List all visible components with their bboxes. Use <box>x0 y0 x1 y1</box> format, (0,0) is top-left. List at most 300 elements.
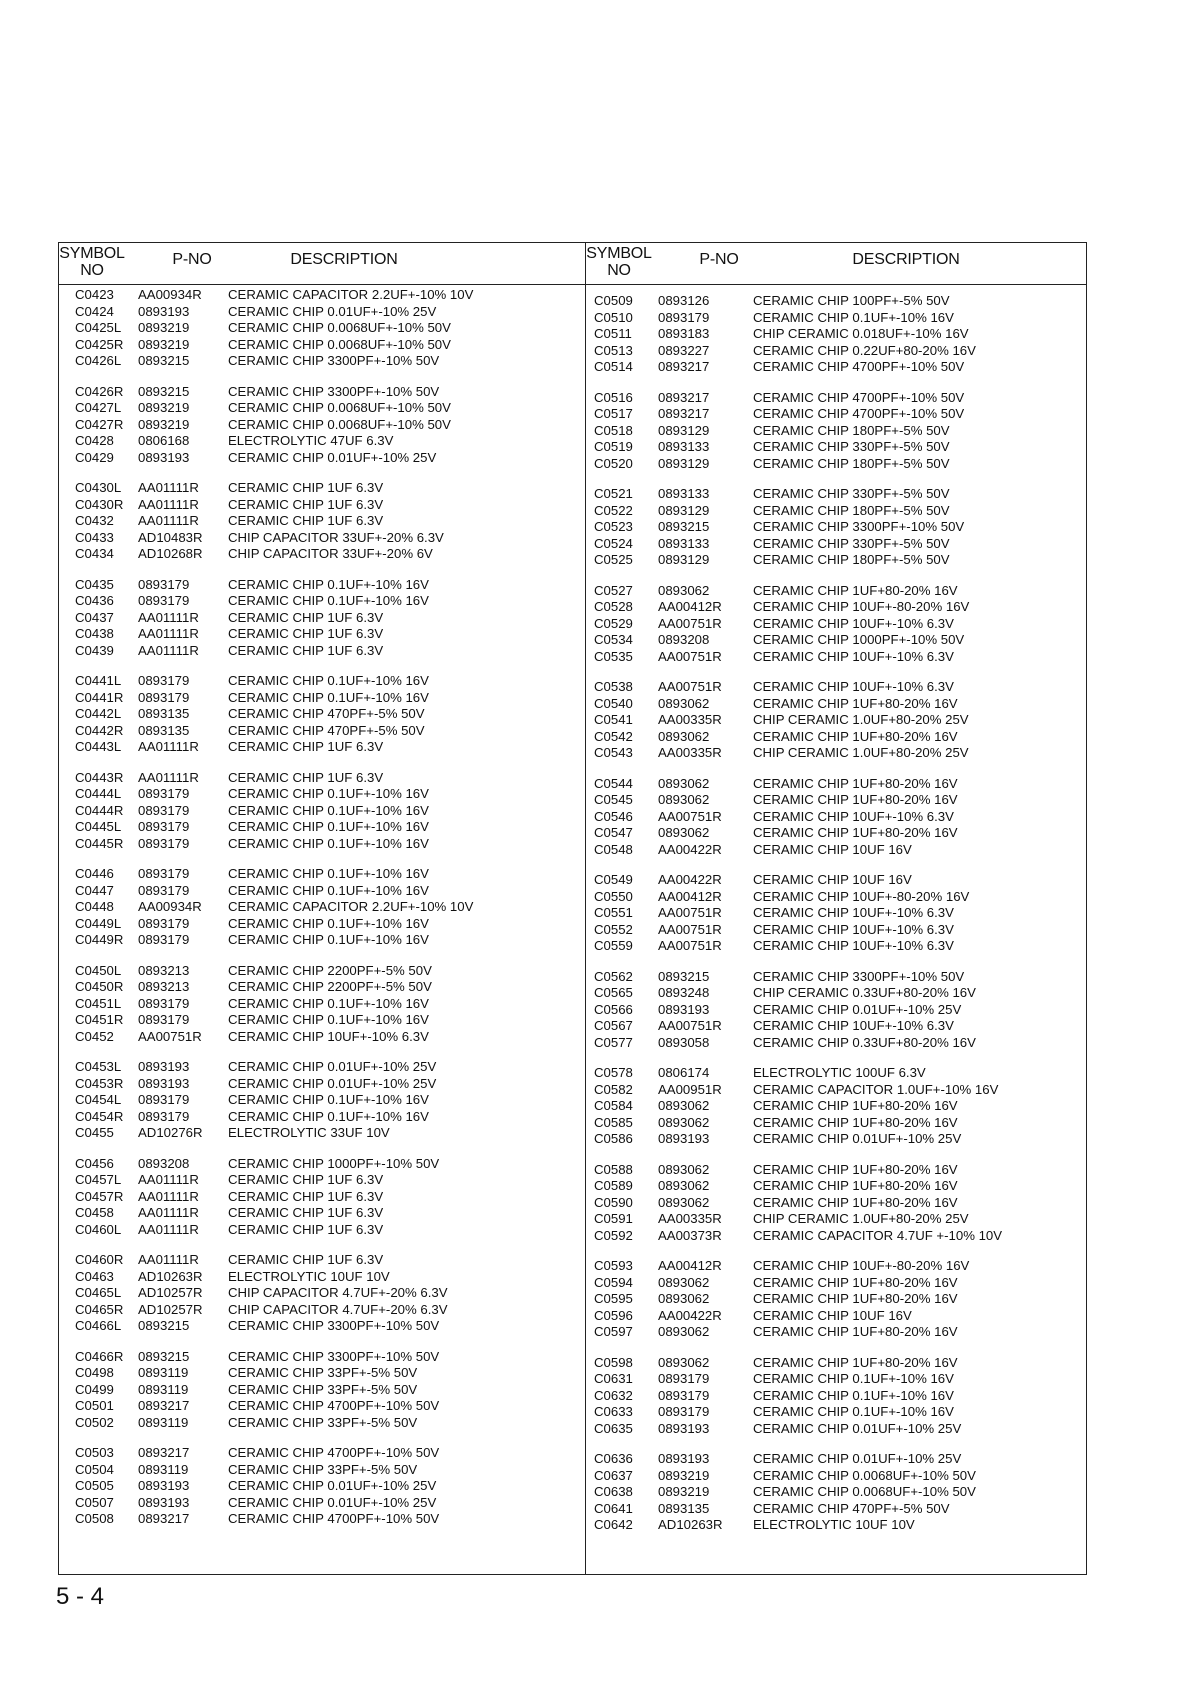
pno-cell: AA00412R <box>658 1258 722 1273</box>
table-row <box>59 497 585 514</box>
description-cell: CERAMIC CHIP 10UF+-10% 6.3V <box>228 1028 429 1044</box>
row-group <box>586 776 1086 859</box>
page-number: 5 - 4 <box>56 1583 105 1610</box>
description-cell: CERAMIC CHIP 1000PF+-10% 50V <box>228 1155 440 1171</box>
table-row <box>586 1421 1086 1438</box>
description-cell: CERAMIC CHIP 1UF 6.3V <box>228 739 384 754</box>
table-row <box>59 723 585 740</box>
table-row <box>59 353 585 370</box>
symbol-cell: C0443L <box>75 739 122 754</box>
pno-cell: AD10257R <box>138 1285 203 1300</box>
symbol-cell: C0441R <box>75 689 124 705</box>
table-row <box>586 1002 1086 1019</box>
left-row-groups <box>59 285 585 1528</box>
description-cell: CERAMIC CHIP 1UF+80-20% 16V <box>753 1098 958 1113</box>
pno-cell: AA01111R <box>138 480 199 495</box>
table-row <box>586 679 1086 696</box>
table-row <box>59 304 585 321</box>
table-row <box>59 899 585 916</box>
symbol-cell: C0454R <box>75 1108 124 1124</box>
description-cell: CERAMIC CHIP 10UF+-10% 6.3V <box>753 1018 954 1033</box>
symbol-cell: C0507 <box>75 1494 114 1510</box>
pno-cell: AA01111R <box>138 1205 199 1220</box>
row-group <box>59 577 585 660</box>
table-row <box>586 439 1086 456</box>
table-row <box>59 1398 585 1415</box>
table-header-left <box>59 243 585 285</box>
table-row <box>59 1029 585 1046</box>
header-symbol-no <box>586 245 652 279</box>
description-cell: CERAMIC CHIP 2200PF+-5% 50V <box>228 979 432 994</box>
description-cell: CERAMIC CHIP 0.1UF+-10% 16V <box>228 673 429 688</box>
table-row <box>586 503 1086 520</box>
table-row <box>59 1059 585 1076</box>
symbol-cell: C0529 <box>594 615 633 631</box>
symbol-cell: C0631 <box>594 1371 633 1386</box>
table-row <box>586 616 1086 633</box>
pno-cell: 0893062 <box>658 1324 710 1339</box>
description-cell: CERAMIC CHIP 1UF+80-20% 16V <box>753 1114 958 1130</box>
pno-cell: AD10276R <box>138 1125 203 1140</box>
table-row <box>586 825 1086 842</box>
table-row <box>59 916 585 933</box>
table-row <box>586 649 1086 666</box>
row-group <box>59 673 585 756</box>
description-cell: CERAMIC CHIP 0.0068UF+-10% 50V <box>228 320 451 335</box>
pno-cell: 0893193 <box>658 1420 710 1436</box>
table-row <box>59 626 585 643</box>
description-cell: CERAMIC CHIP 3300PF+-10% 50V <box>753 968 965 984</box>
symbol-cell: C0642 <box>594 1517 633 1532</box>
pno-cell: 0893215 <box>138 1348 190 1364</box>
pno-cell: 0893217 <box>658 389 710 405</box>
pno-cell: 0893129 <box>658 455 710 471</box>
symbol-cell: C0586 <box>594 1131 633 1146</box>
symbol-cell: C0433 <box>75 529 114 545</box>
table-row <box>59 1269 585 1286</box>
pno-cell: 0893193 <box>138 1059 190 1074</box>
description-cell: CHIP CERAMIC 1.0UF+80-20% 25V <box>753 712 969 727</box>
pno-cell: 0893062 <box>658 1161 710 1177</box>
symbol-cell: C0584 <box>594 1098 633 1113</box>
description-cell: CERAMIC CHIP 0.1UF+-10% 16V <box>228 786 429 801</box>
symbol-cell: C0442R <box>75 722 124 738</box>
pno-cell: 0893219 <box>658 1467 710 1483</box>
pno-cell: AD10483R <box>138 529 203 545</box>
symbol-cell: C0457R <box>75 1188 124 1204</box>
description-cell: CERAMIC CHIP 0.01UF+-10% 25V <box>228 1478 437 1493</box>
description-cell: CERAMIC CHIP 0.1UF+-10% 16V <box>228 1092 429 1107</box>
symbol-cell: C0509 <box>594 293 633 308</box>
symbol-cell: C0582 <box>594 1081 633 1097</box>
description-cell: CERAMIC CHIP 33PF+-5% 50V <box>228 1461 418 1477</box>
symbol-cell: C0425L <box>75 320 122 335</box>
table-row <box>59 1495 585 1512</box>
pno-cell: 0893062 <box>658 1098 710 1113</box>
pno-cell: 0893193 <box>138 303 190 319</box>
table-row <box>586 1291 1086 1308</box>
pno-cell: AD10263R <box>138 1268 203 1284</box>
pno-cell: 0893215 <box>658 968 710 984</box>
table-row <box>59 287 585 304</box>
description-cell: CHIP CAPACITOR 4.7UF+-20% 6.3V <box>228 1285 448 1300</box>
pno-cell: 0806168 <box>138 433 190 448</box>
symbol-cell: C0447 <box>75 882 114 898</box>
row-group <box>586 583 1086 666</box>
description-cell: CERAMIC CHIP 470PF+-5% 50V <box>228 706 425 721</box>
table-row <box>59 996 585 1013</box>
description-cell: CERAMIC CHIP 1UF+80-20% 16V <box>753 1274 958 1290</box>
pno-cell: AA00373R <box>658 1227 722 1243</box>
table-row <box>59 1415 585 1432</box>
pno-cell: AA01111R <box>138 609 199 625</box>
description-cell: CHIP CERAMIC 1.0UF+80-20% 25V <box>753 745 969 760</box>
table-row <box>586 1035 1086 1052</box>
description-cell: CERAMIC CHIP 0.1UF+-10% 16V <box>753 309 954 325</box>
description-cell: CERAMIC CHIP 33PF+-5% 50V <box>228 1414 418 1430</box>
description-cell: CERAMIC CHIP 0.1UF+-10% 16V <box>228 1108 429 1124</box>
description-cell: CERAMIC CHIP 10UF+-10% 6.3V <box>753 808 954 824</box>
description-cell: CERAMIC CHIP 1UF+80-20% 16V <box>753 582 958 598</box>
table-row <box>586 536 1086 553</box>
symbol-cell: C0455 <box>75 1125 114 1140</box>
symbol-cell: C0521 <box>594 486 633 501</box>
description-cell: CERAMIC CHIP 0.1UF+-10% 16V <box>228 819 429 834</box>
row-group <box>59 866 585 949</box>
symbol-cell: C0451R <box>75 1012 124 1027</box>
description-cell: CERAMIC CHIP 1UF 6.3V <box>228 513 384 528</box>
description-cell: ELECTROLYTIC 10UF 10V <box>753 1517 915 1532</box>
row-group <box>59 770 585 853</box>
pno-cell: 0893219 <box>138 400 190 415</box>
pno-cell: AA00751R <box>658 921 722 937</box>
table-row <box>586 1018 1086 1035</box>
description-cell: CHIP CERAMIC 1.0UF+80-20% 25V <box>753 1211 969 1226</box>
symbol-cell: C0566 <box>594 1001 633 1017</box>
symbol-cell: C0451L <box>75 995 122 1011</box>
symbol-cell: C0551 <box>594 905 633 920</box>
pno-cell: AA00422R <box>658 841 722 857</box>
row-group <box>586 486 1086 569</box>
symbol-cell: C0518 <box>594 422 633 438</box>
header-symbol-no <box>59 245 125 279</box>
symbol-cell: C0589 <box>594 1178 633 1193</box>
description-cell: CERAMIC CHIP 180PF+-5% 50V <box>753 552 950 567</box>
symbol-cell: C0445L <box>75 819 122 834</box>
description-cell: CERAMIC CHIP 1UF+80-20% 16V <box>753 1324 958 1339</box>
symbol-cell: C0517 <box>594 406 633 421</box>
table-row <box>586 1178 1086 1195</box>
symbol-cell: C0453R <box>75 1075 124 1091</box>
table-row <box>586 1098 1086 1115</box>
pno-cell: 0893217 <box>138 1511 190 1526</box>
symbol-cell: C0426L <box>75 353 122 368</box>
description-cell: CERAMIC CHIP 4700PF+-10% 50V <box>228 1511 440 1526</box>
symbol-cell: C0592 <box>594 1227 633 1243</box>
description-cell: CERAMIC CHIP 33PF+-5% 50V <box>228 1381 418 1397</box>
pno-cell: AA01111R <box>138 513 199 528</box>
table-row <box>59 1349 585 1366</box>
symbol-cell: C0450L <box>75 962 122 978</box>
symbol-cell: C0520 <box>594 455 633 471</box>
description-cell: CERAMIC CHIP 3300PF+-10% 50V <box>228 353 440 368</box>
symbol-cell: C0594 <box>594 1274 633 1290</box>
description-cell: CERAMIC CHIP 4700PF+-10% 50V <box>228 1445 440 1460</box>
pno-cell: 0893179 <box>138 835 190 851</box>
symbol-cell: C0542 <box>594 728 633 744</box>
description-cell: CERAMIC CHIP 1UF 6.3V <box>228 1188 384 1204</box>
table-row <box>59 1076 585 1093</box>
symbol-cell: C0519 <box>594 439 633 454</box>
description-cell: CERAMIC CHIP 10UF+-80-20% 16V <box>753 599 970 614</box>
symbol-cell: C0434 <box>75 546 114 561</box>
symbol-cell: C0559 <box>594 938 633 953</box>
table-row <box>59 1172 585 1189</box>
pno-cell: 0893179 <box>138 995 190 1011</box>
description-cell: CERAMIC CHIP 0.0068UF+-10% 50V <box>228 416 451 432</box>
pno-cell: 0893062 <box>658 1274 710 1290</box>
symbol-cell: C0578 <box>594 1065 633 1080</box>
pno-cell: AA00412R <box>658 599 722 614</box>
symbol-cell: C0549 <box>594 872 633 887</box>
table-row <box>586 809 1086 826</box>
symbol-cell: C0427L <box>75 400 122 415</box>
description-cell: CERAMIC CHIP 0.1UF+-10% 16V <box>228 995 429 1011</box>
pno-cell: 0893062 <box>658 1194 710 1210</box>
table-row <box>59 739 585 756</box>
pno-cell: 0893179 <box>138 932 190 947</box>
pno-cell: 0893217 <box>138 1445 190 1460</box>
symbol-cell: C0436 <box>75 593 114 608</box>
table-row <box>586 1388 1086 1405</box>
description-cell: CERAMIC CHIP 3300PF+-10% 50V <box>228 1318 440 1333</box>
table-row <box>59 577 585 594</box>
pno-cell: 0893135 <box>138 722 190 738</box>
symbol-cell: C0445R <box>75 835 124 851</box>
table-row <box>586 1451 1086 1468</box>
pno-cell: 0893193 <box>138 1478 190 1493</box>
symbol-cell: C0547 <box>594 825 633 840</box>
description-cell: CERAMIC CHIP 10UF+-10% 6.3V <box>753 615 954 631</box>
table-row <box>59 1302 585 1319</box>
description-cell: CERAMIC CHIP 0.1UF+-10% 16V <box>228 689 429 705</box>
description-cell: CERAMIC CHIP 0.1UF+-10% 16V <box>228 576 429 592</box>
symbol-cell: C0460L <box>75 1221 122 1237</box>
table-row <box>59 1382 585 1399</box>
description-cell: CERAMIC CHIP 0.01UF+-10% 25V <box>228 449 437 465</box>
symbol-cell: C0439 <box>75 642 114 658</box>
pno-cell: AA00335R <box>658 712 722 727</box>
pno-cell: AA01111R <box>138 1221 199 1237</box>
pno-cell: 0893215 <box>138 383 190 399</box>
pno-cell: AA00335R <box>658 1211 722 1226</box>
table-row <box>59 1478 585 1495</box>
header-symbol-line2: NO <box>607 262 631 279</box>
pno-cell: 0893133 <box>658 535 710 551</box>
description-cell: CERAMIC CHIP 0.1UF+-10% 16V <box>228 1012 429 1027</box>
header-description: DESCRIPTION <box>852 251 960 268</box>
symbol-cell: C0438 <box>75 626 114 641</box>
symbol-cell: C0528 <box>594 599 633 614</box>
symbol-cell: C0449L <box>75 915 122 931</box>
symbol-cell: C0430L <box>75 480 122 495</box>
description-cell: CERAMIC CHIP 0.01UF+-10% 25V <box>228 1059 437 1074</box>
description-cell: CERAMIC CAPACITOR 1.0UF+-10% 16V <box>753 1081 999 1097</box>
table-row <box>586 406 1086 423</box>
table-row <box>586 599 1086 616</box>
symbol-cell: C0432 <box>75 513 114 528</box>
table-row <box>586 1468 1086 1485</box>
row-group <box>59 287 585 370</box>
table-row <box>59 384 585 401</box>
pno-cell: AA00751R <box>658 905 722 920</box>
pno-cell: 0893133 <box>658 486 710 501</box>
description-cell: CERAMIC CHIP 4700PF+-10% 50V <box>753 406 965 421</box>
table-row <box>586 1258 1086 1275</box>
pno-cell: 0893179 <box>138 1012 190 1027</box>
symbol-cell: C0567 <box>594 1018 633 1033</box>
description-cell: CERAMIC CHIP 4700PF+-10% 50V <box>228 1398 440 1413</box>
pno-cell: AA00951R <box>658 1081 722 1097</box>
table-row <box>59 433 585 450</box>
pno-cell: 0893208 <box>658 632 710 647</box>
table-row <box>586 1324 1086 1341</box>
pno-cell: AA01111R <box>138 642 199 658</box>
table-row <box>586 1115 1086 1132</box>
symbol-cell: C0540 <box>594 695 633 711</box>
symbol-cell: C0593 <box>594 1258 633 1273</box>
symbol-cell: C0585 <box>594 1114 633 1130</box>
pno-cell: 0893193 <box>658 1131 710 1146</box>
pno-cell: 0893217 <box>138 1398 190 1413</box>
description-cell: CERAMIC CHIP 3300PF+-10% 50V <box>228 383 440 399</box>
row-group <box>59 1252 585 1335</box>
symbol-cell: C0510 <box>594 309 633 325</box>
pno-cell: 0893227 <box>658 342 710 358</box>
symbol-cell: C0636 <box>594 1451 633 1466</box>
table-row <box>59 836 585 853</box>
table-row <box>59 866 585 883</box>
symbol-cell: C0596 <box>594 1307 633 1323</box>
table-row <box>59 786 585 803</box>
symbol-cell: C0441L <box>75 673 122 688</box>
table-row <box>59 450 585 467</box>
symbol-cell: C0513 <box>594 342 633 358</box>
pno-cell: 0893208 <box>138 1155 190 1171</box>
table-row <box>586 456 1086 473</box>
table-row <box>59 1285 585 1302</box>
pno-cell: 0893133 <box>658 439 710 454</box>
description-cell: CERAMIC CHIP 0.01UF+-10% 25V <box>228 303 437 319</box>
pno-cell: AA00934R <box>138 899 202 914</box>
symbol-cell: C0425R <box>75 336 124 352</box>
table-row <box>586 842 1086 859</box>
pno-cell: 0893193 <box>138 449 190 465</box>
table-row <box>586 1228 1086 1245</box>
right-row-groups <box>586 285 1086 1534</box>
table-row <box>59 1462 585 1479</box>
row-group <box>59 1059 585 1142</box>
description-cell: CERAMIC CHIP 3300PF+-10% 50V <box>228 1348 440 1364</box>
table-row <box>586 1404 1086 1421</box>
pno-cell: AA00934R <box>138 287 202 302</box>
symbol-cell: C0444R <box>75 802 124 818</box>
pno-cell: 0893219 <box>138 336 190 352</box>
description-cell: CERAMIC CAPACITOR 2.2UF+-10% 10V <box>228 899 474 914</box>
table-row <box>586 889 1086 906</box>
table-row <box>586 1501 1086 1518</box>
symbol-cell: C0562 <box>594 968 633 984</box>
symbol-cell: C0598 <box>594 1354 633 1370</box>
symbol-cell: C0591 <box>594 1211 633 1226</box>
description-cell: CERAMIC CHIP 10UF+-10% 6.3V <box>753 921 954 937</box>
description-cell: CERAMIC CHIP 10UF+-80-20% 16V <box>753 1258 970 1273</box>
pno-cell: AA01111R <box>138 769 199 785</box>
table-row <box>59 819 585 836</box>
symbol-cell: C0522 <box>594 502 633 518</box>
pno-cell: AA01111R <box>138 1188 199 1204</box>
table-row <box>59 610 585 627</box>
pno-cell: 0893179 <box>138 786 190 801</box>
description-cell: CERAMIC CHIP 0.01UF+-10% 25V <box>753 1001 962 1017</box>
pno-cell: 0893179 <box>138 1108 190 1124</box>
description-cell: CERAMIC CHIP 10UF+-10% 6.3V <box>753 679 954 694</box>
table-row <box>586 872 1086 889</box>
symbol-cell: C0429 <box>75 449 114 465</box>
row-group <box>586 679 1086 762</box>
table-row <box>586 583 1086 600</box>
table-row <box>586 905 1086 922</box>
symbol-cell: C0423 <box>75 287 114 302</box>
table-row <box>586 326 1086 343</box>
table-row <box>586 390 1086 407</box>
pno-cell: 0893135 <box>138 706 190 721</box>
table-row <box>59 979 585 996</box>
description-cell: ELECTROLYTIC 10UF 10V <box>228 1268 390 1284</box>
description-cell: ELECTROLYTIC 100UF 6.3V <box>753 1065 926 1080</box>
table-row <box>586 792 1086 809</box>
pno-cell: AD10257R <box>138 1301 203 1317</box>
pno-cell: 0893213 <box>138 979 190 994</box>
pno-cell: 0893179 <box>658 1371 710 1386</box>
description-cell: CERAMIC CHIP 0.1UF+-10% 16V <box>228 835 429 851</box>
description-cell: CERAMIC CHIP 1UF 6.3V <box>228 609 384 625</box>
table-row <box>59 417 585 434</box>
table-row <box>59 690 585 707</box>
table-row <box>586 969 1086 986</box>
table-row <box>59 1012 585 1029</box>
description-cell: CERAMIC CHIP 0.0068UF+-10% 50V <box>228 336 451 352</box>
row-group <box>586 1065 1086 1148</box>
description-cell: CERAMIC CHIP 1UF 6.3V <box>228 626 384 641</box>
pno-cell: 0893179 <box>658 1404 710 1419</box>
pno-cell: 0893193 <box>658 1001 710 1017</box>
description-cell: CERAMIC CHIP 0.01UF+-10% 25V <box>753 1131 962 1146</box>
description-cell: CERAMIC CHIP 1UF+80-20% 16V <box>753 1354 958 1370</box>
symbol-cell: C0523 <box>594 519 633 534</box>
symbol-cell: C0437 <box>75 609 114 625</box>
row-group <box>59 1445 585 1528</box>
row-group <box>586 1162 1086 1245</box>
description-cell: CERAMIC CHIP 330PF+-5% 50V <box>753 486 950 501</box>
symbol-cell: C0452 <box>75 1028 114 1044</box>
description-cell: CERAMIC CHIP 10UF 16V <box>753 872 912 887</box>
table-row <box>586 1484 1086 1501</box>
symbol-cell: C0511 <box>594 326 632 341</box>
symbol-cell: C0552 <box>594 921 633 937</box>
pno-cell: 0893217 <box>658 406 710 421</box>
description-cell: CERAMIC CHIP 1UF+80-20% 16V <box>753 792 958 807</box>
